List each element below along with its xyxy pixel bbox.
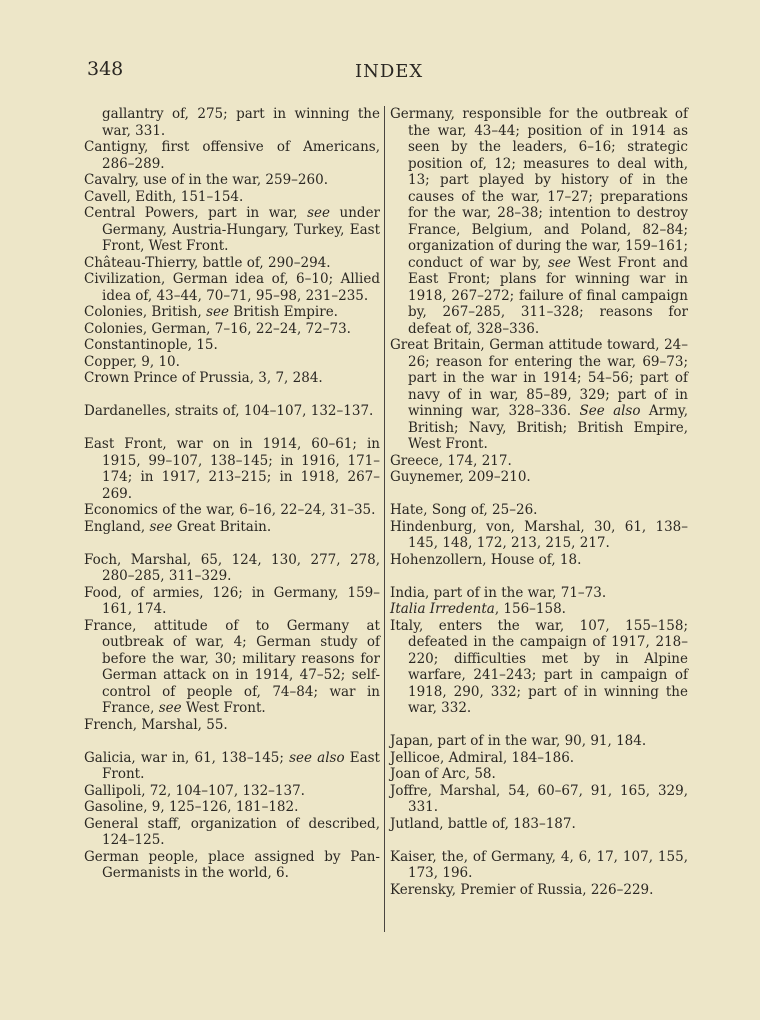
index-entry: France, attitude of to Germany at outbreak of war, 4; German study of before the war, 30; military reasons for German attack on in 1914, 47–52; self-control of people of, 74–84; war in France, see West Front. xyxy=(84,617,380,716)
index-entry: German people, place assigned by Pan-Germanists in the world, 6. xyxy=(84,848,380,881)
letter-gap xyxy=(84,387,380,404)
index-entry: Cantigny, first offensive of Americans, 286–289. xyxy=(84,139,380,172)
index-entry: Japan, part of in the war, 90, 91, 184. xyxy=(390,733,647,749)
index-entry: Cavell, Edith, 151–154. xyxy=(84,188,244,205)
index-entry: India, part of in the war, 71–73. xyxy=(390,584,607,601)
index-entry: Germany, responsible for the outbreak of the war, 43–44; position of in 1914 as seen by the leaders, 6–16; strategic position of, 12; measures to deal with, 13; part played by history of in the causes of the war, 17–27; preparations for the war, 28–38; intention to destroy France, Belgium, and Poland, 82–84; organization of during the war, 159–161; conduct of war by, see West Front and East Front; plans for winning war in 1918, 267–272; failure of final campaign by, 267–285, 311–328; reasons for defeat of, 328–336. xyxy=(390,106,688,337)
index-entry: Foch, Marshal, 65, 124, 130, 277, 278, 280–285, 311–329. xyxy=(84,551,380,584)
index-entry: Civilization, German idea of, 6–10; Allied idea of, 43–44, 70–71, 95–98, 231–235. xyxy=(84,271,380,304)
column-divider xyxy=(384,106,385,932)
letter-gap xyxy=(84,420,380,437)
index-entry: Hate, Song of, 25–26. xyxy=(390,502,538,518)
index-entry: Dardanelles, straits of, 104–107, 132–137. xyxy=(84,403,374,419)
letter-gap xyxy=(390,717,688,734)
index-entry: Château-Thierry, battle of, 290–294. xyxy=(84,254,331,271)
index-entry: French, Marshal, 55. xyxy=(84,716,228,733)
index-entry: East Front, war on in 1914, 60–61; in 1915, 99–107, 138–145; in 1916, 171–174; in 1917, 213–215; in 1918, 267–269. xyxy=(84,436,380,502)
index-entry: Kaiser, the, of Germany, 4, 6, 17, 107, 155, 173, 196. xyxy=(390,848,688,881)
index-entry: Greece, 174, 217. xyxy=(390,452,512,469)
index-entry: Kerensky, Premier of Russia, 226–229. xyxy=(390,881,654,898)
letter-gap xyxy=(390,832,688,849)
letter-gap xyxy=(84,733,380,750)
index-entry: Italy, enters the war, 107, 155–158; defeated in the campaign of 1917, 218–220; difficulties met by in Alpine warfare, 241–243; part in campaign of 1918, 290, 332; part of in winning the war, 332. xyxy=(390,617,688,716)
index-entry: England, see Great Britain. xyxy=(84,518,272,535)
index-entry: Central Powers, part in war, see under Germany, Austria-Hungary, Turkey, East Front, West Front. xyxy=(84,205,381,254)
letter-gap xyxy=(84,535,380,552)
index-column-right xyxy=(390,106,688,898)
index-entry: Economics of the war, 6–16, 22–24, 31–35. xyxy=(84,502,376,518)
index-entry: Jutland, battle of, 183–187. xyxy=(390,815,576,832)
page-number: 348 xyxy=(87,58,124,80)
index-entry: Colonies, German, 7–16, 22–24, 72–73. xyxy=(84,320,351,337)
index-entry: Jellicoe, Admiral, 184–186. xyxy=(390,749,575,766)
index-entry: General staff, organization of described, 124–125. xyxy=(84,815,380,848)
index-entry: Joan of Arc, 58. xyxy=(390,766,496,782)
index-entry: Joffre, Marshal, 54, 60–67, 91, 165, 329, 331. xyxy=(390,782,688,815)
index-entry: Guynemer, 209–210. xyxy=(390,469,531,485)
page-title: INDEX xyxy=(355,61,424,82)
index-entry: Food, of armies, 126; in Germany, 159–161, 174. xyxy=(84,584,380,617)
index-entry: Crown Prince of Prussia, 3, 7, 284. xyxy=(84,370,323,386)
letter-gap xyxy=(390,486,688,503)
index-entry: Copper, 9, 10. xyxy=(84,353,180,370)
index-entry: Great Britain, German attitude toward, 24–26; reason for entering the war, 69–73; part in the war in 1914; 54–56; part of navy of in war, 85–89, 329; part of in winning war, 328–336. See also Army, British; Navy, British; British Empire, West Front. xyxy=(390,337,688,452)
index-entry: Cavalry, use of in the war, 259–260. xyxy=(84,172,328,188)
index-entry: Italia Irredenta, 156–158. xyxy=(390,601,566,617)
index-entry: Hohenzollern, House of, 18. xyxy=(390,551,582,568)
index-column-left xyxy=(84,106,380,882)
index-entry-continued: gallantry of, 275; part in winning the war, 331. xyxy=(102,106,380,139)
index-entry: Galicia, war in, 61, 138–145; see also East Front. xyxy=(84,749,380,782)
index-entry: Hindenburg, von, Marshal, 30, 61, 138–145, 148, 172, 213, 215, 217. xyxy=(390,518,688,551)
index-entry: Colonies, British, see British Empire. xyxy=(84,304,338,320)
index-entry: Constantinople, 15. xyxy=(84,337,218,353)
index-entry: Gasoline, 9, 125–126, 181–182. xyxy=(84,799,299,815)
index-entry: Gallipoli, 72, 104–107, 132–137. xyxy=(84,782,305,799)
letter-gap xyxy=(390,568,688,585)
